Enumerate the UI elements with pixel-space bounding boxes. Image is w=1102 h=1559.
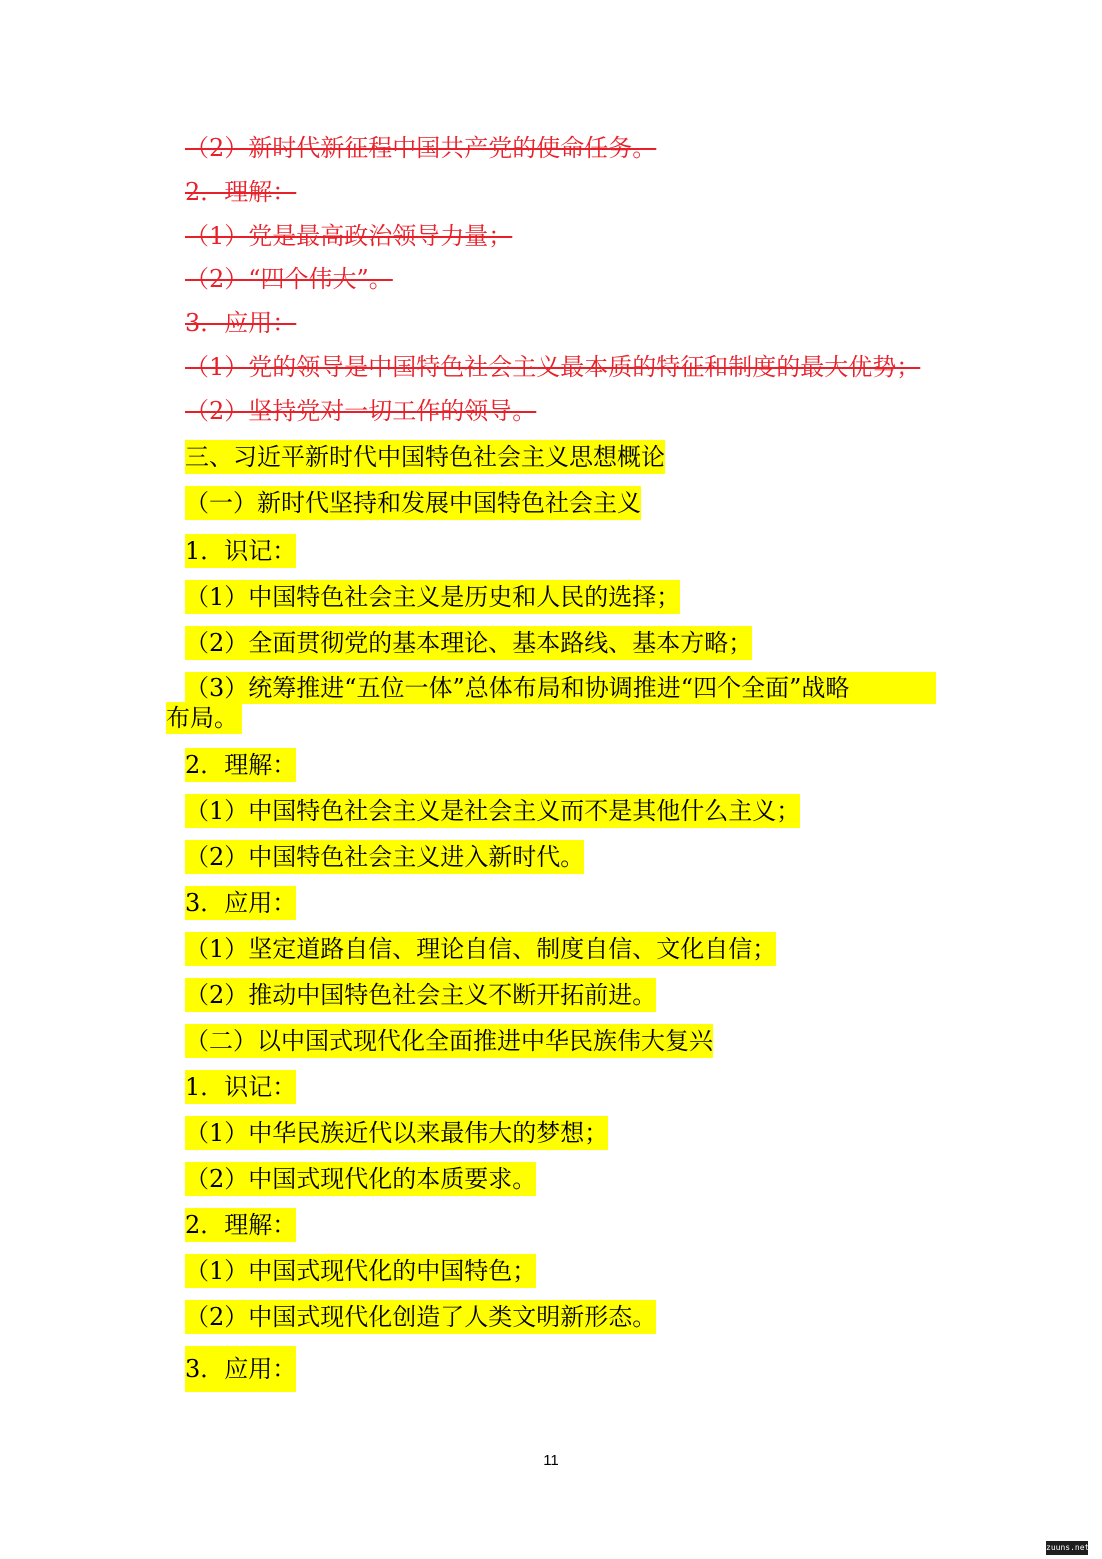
part-two-understand-label: 2．理解： xyxy=(185,1208,296,1242)
part-two-recall-item: （2）中国式现代化的本质要求。 xyxy=(185,1162,536,1196)
part-two-understand-item: （1）中国式现代化的中国特色； xyxy=(185,1254,536,1288)
part-one-recall-item3-line1: （3）统筹推进“五位一体”总体布局和协调推进“四个全面”战略 xyxy=(185,674,850,702)
part-one-apply-label: 3．应用： xyxy=(185,886,296,920)
part-one-recall-item3-line2: 布局。 xyxy=(166,704,238,732)
watermark: zuuns.net xyxy=(1046,1541,1088,1555)
deleted-line: 3．应用： xyxy=(185,309,297,337)
deleted-line: （2）新时代新征程中国共产党的使命任务。 xyxy=(185,134,657,162)
deleted-line: （2）“四个伟大”。 xyxy=(185,265,393,293)
part-one-understand-item: （2）中国特色社会主义进入新时代。 xyxy=(185,840,584,874)
part-one-recall-item: （1）中国特色社会主义是历史和人民的选择； xyxy=(185,580,680,614)
deleted-line: （1）党的领导是中国特色社会主义最本质的特征和制度的最大优势； xyxy=(185,353,921,381)
part-one-recall-item: （2）全面贯彻党的基本理论、基本路线、基本方略； xyxy=(185,626,752,660)
part-two-heading: （二）以中国式现代化全面推进中华民族伟大复兴 xyxy=(185,1024,713,1058)
part-one-understand-item: （1）中国特色社会主义是社会主义而不是其他什么主义； xyxy=(185,794,800,828)
part-two-understand-item: （2）中国式现代化创造了人类文明新形态。 xyxy=(185,1300,656,1334)
part-two-recall-item: （1）中华民族近代以来最伟大的梦想； xyxy=(185,1116,608,1150)
page-number: 11 xyxy=(543,1452,559,1469)
part-one-recall-label: 1．识记： xyxy=(185,534,296,568)
part-two-apply-label: 3．应用： xyxy=(185,1346,296,1392)
part-one-heading: （一）新时代坚持和发展中国特色社会主义 xyxy=(185,486,641,520)
part-one-apply-item: （2）推动中国特色社会主义不断开拓前进。 xyxy=(185,978,656,1012)
deleted-line: 2．理解： xyxy=(185,178,297,206)
deleted-line: （2）坚持党对一切工作的领导。 xyxy=(185,397,537,425)
part-one-understand-label: 2．理解： xyxy=(185,748,296,782)
deleted-line: （1）党是最高政治领导力量； xyxy=(185,222,513,250)
part-one-apply-item: （1）坚定道路自信、理论自信、制度自信、文化自信； xyxy=(185,932,776,966)
part-two-recall-label: 1．识记： xyxy=(185,1070,296,1104)
section-title: 三、习近平新时代中国特色社会主义思想概论 xyxy=(185,440,665,474)
